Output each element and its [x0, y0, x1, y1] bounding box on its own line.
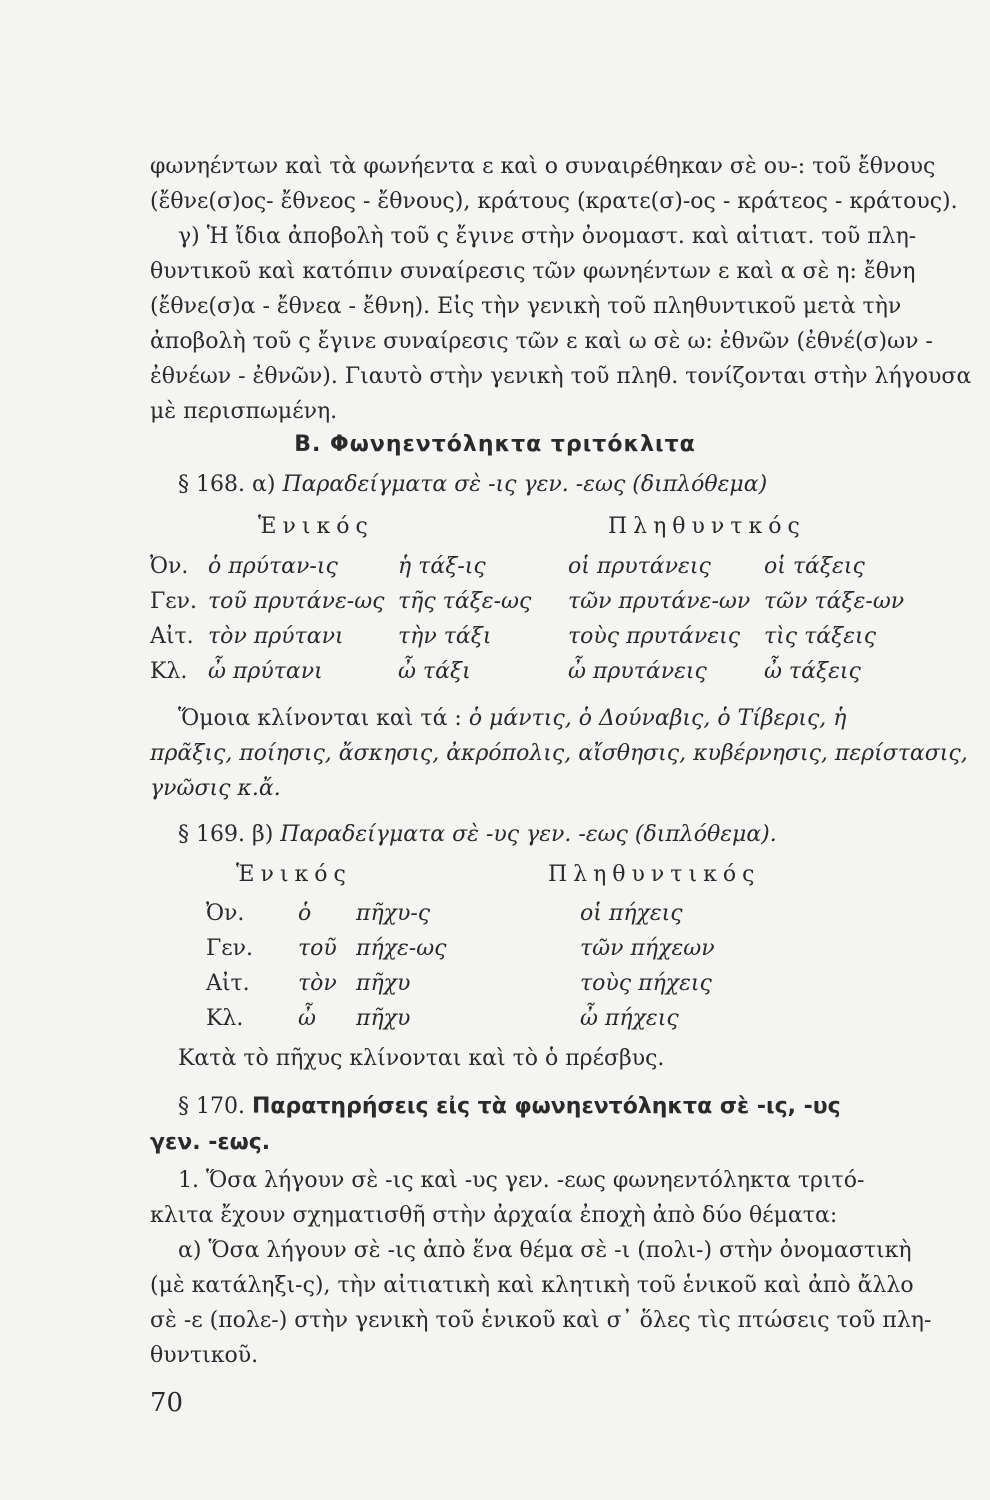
intro-line: ἀποβολὴ τοῦ ς ἔγινε συναίρεσις τῶν ε καὶ ω σὲ ω: ἐθνῶν (ἐθνέ(σ)ων -: [150, 329, 933, 354]
form-singular-1: ὦ πρύτανι: [208, 659, 323, 684]
section-number: § 169.: [178, 822, 245, 847]
plural-header: Πληθυντκός: [608, 514, 806, 539]
article: ὁ: [298, 901, 312, 926]
intro-line: ἐθνέων - ἐθνῶν). Γιαυτὸ στὴν γενικὴ τοῦ πληθ. τονίζονται στὴν λήγουσα: [150, 364, 972, 389]
form-singular-2: τὴν τάξι: [398, 624, 492, 649]
case-label: Γεν.: [150, 589, 198, 614]
body-line: (μὲ κατάληξι-ς), τὴν αἰτιατικὴ καὶ κλητικὴ τοῦ ἑνικοῦ καὶ ἀπὸ ἄλλο: [150, 1273, 914, 1298]
body-line: α) Ὅσα λήγουν σὲ -ις ἀπὸ ἕνα θέμα σὲ -ι (πολι-) στὴν ὀνομαστικὴ: [178, 1238, 912, 1263]
form-singular-2: τῆς τάξε-ως: [398, 589, 532, 614]
form-singular-1: τὸν πρύτανι: [208, 624, 344, 649]
note-examples: ὁ μάντις, ὁ Δούναβις, ὁ Τίβερις, ἡ: [468, 706, 847, 731]
body-line: σὲ -ε (πολε-) στὴν γενικὴ τοῦ ἑνικοῦ καὶ σ᾽ ὅλες τὶς πτώσεις τοῦ πλη-: [150, 1308, 932, 1333]
body-line: 1. Ὅσα λήγουν σὲ -ις καὶ -υς γεν. -εως φωνηεντόληκτα τριτό-: [178, 1168, 865, 1193]
form-plural-1: τῶν πρυτάνε-ων: [568, 589, 751, 614]
intro-line: θυντικοῦ καὶ κατόπιν συναίρεσις τῶν φωνηέντων ε καὶ α σὲ η: ἔθνη: [150, 259, 916, 284]
intro-line: φωνηέντων καὶ τὰ φωνήεντα ε καὶ ο συναιρέθηκαν σὲ ου-: τοῦ ἔθνους: [150, 154, 936, 179]
form-plural: τῶν πήχεων: [580, 936, 715, 961]
declension-note: Κατὰ τὸ πῆχυς κλίνονται καὶ τὸ ὁ πρέσβυς.: [178, 1046, 665, 1071]
declension-note: [178, 702, 958, 736]
form-singular: πήχε-ως: [356, 936, 447, 961]
form-singular: πῆχυ-ς: [356, 901, 431, 926]
body-line: κλιτα ἔχουν σχηματισθῆ στὴν ἀρχαία ἐποχὴ ἀπὸ δύο θέματα:: [150, 1203, 838, 1228]
form-singular: πῆχυ: [356, 1006, 411, 1031]
intro-line: γ) Ἡ ἴδια ἀποβολὴ τοῦ ς ἔγινε στὴν ὀνομαστ. καὶ αἰτιατ. τοῦ πλη-: [178, 224, 917, 249]
form-singular-2: ὦ τάξι: [398, 659, 471, 684]
form-singular: πῆχυ: [356, 971, 411, 996]
form-plural-1: τοὺς πρυτάνεις: [568, 624, 741, 649]
page-number: 70: [150, 1388, 184, 1418]
form-plural: οἱ πήχεις: [580, 901, 683, 926]
note-examples: γνῶσις κ.ἄ.: [150, 776, 281, 801]
section-title-text: γεν. -εως.: [150, 1130, 271, 1155]
intro-line: μὲ περισπωμένη.: [150, 399, 338, 424]
form-plural-2: τῶν τάξε-ων: [764, 589, 905, 614]
article: τὸν: [298, 971, 337, 996]
intro-line: (ἔθνε(σ)ος- ἔθνεος - ἔθνους), κράτους (κρατε(σ)-ος - κράτεος - κράτους).: [150, 189, 958, 214]
note-prefix: Ὅμοια κλίνονται καὶ τά :: [178, 706, 462, 731]
case-label: Αἰτ.: [150, 624, 194, 649]
form-plural-2: ὦ τάξεις: [764, 659, 861, 684]
section-169-title: [178, 818, 777, 852]
singular-header: Ἑνικός: [258, 514, 374, 539]
section-number: § 170.: [178, 1094, 245, 1119]
form-plural-2: τὶς τάξεις: [764, 624, 877, 649]
section-label: α): [251, 472, 276, 497]
section-label: β): [251, 822, 274, 847]
form-singular-1: ὁ πρύταν-ις: [208, 554, 338, 579]
note-examples: πρᾶξις, ποίησις, ἄσκησις, ἀκρόπολις, αἴσθησις, κυβέρνησις, περίστασις,: [150, 741, 968, 766]
case-label: Κλ.: [206, 1006, 244, 1031]
case-label: Ὀν.: [150, 554, 189, 579]
case-label: Αἰτ.: [206, 971, 250, 996]
case-label: Ὀν.: [206, 901, 245, 926]
form-plural-1: οἱ πρυτάνεις: [568, 554, 711, 579]
plural-header: Πληθυντικός: [548, 862, 761, 887]
singular-header: Ἑνικός: [236, 862, 352, 887]
form-singular-1: τοῦ πρυτάνε-ως: [208, 589, 385, 614]
section-title-text: Παρατηρήσεις εἰς τὰ φωνηεντόληκτα σὲ -ις, -υς: [251, 1094, 841, 1119]
section-title-text: Παραδείγματα σὲ -υς γεν. -εως (διπλόθεμα).: [280, 822, 777, 847]
form-singular-2: ἡ τάξ-ις: [398, 554, 486, 579]
form-plural-1: ὦ πρυτάνεις: [568, 659, 707, 684]
article: ὦ: [298, 1006, 316, 1031]
section-number: § 168.: [178, 472, 245, 497]
form-plural: ὦ πήχεις: [580, 1006, 679, 1031]
article: τοῦ: [298, 936, 337, 961]
form-plural-2: οἱ τάξεις: [764, 554, 865, 579]
intro-line: (ἔθνε(σ)α - ἔθνεα - ἔθνη). Εἰς τὴν γενικὴ τοῦ πληθυντικοῦ μετὰ τὴν: [150, 294, 902, 319]
case-label: Γεν.: [206, 936, 254, 961]
section-170-title: [178, 1090, 841, 1124]
body-line: θυντικοῦ.: [150, 1343, 259, 1368]
case-label: Κλ.: [150, 659, 188, 684]
section-heading: Β. Φωνηεντόληκτα τριτόκλιτα: [294, 432, 696, 457]
section-168-title: [178, 468, 767, 502]
form-plural: τοὺς πήχεις: [580, 971, 712, 996]
section-title-text: Παραδείγματα σὲ -ις γεν. -εως (διπλόθεμα): [282, 472, 768, 497]
